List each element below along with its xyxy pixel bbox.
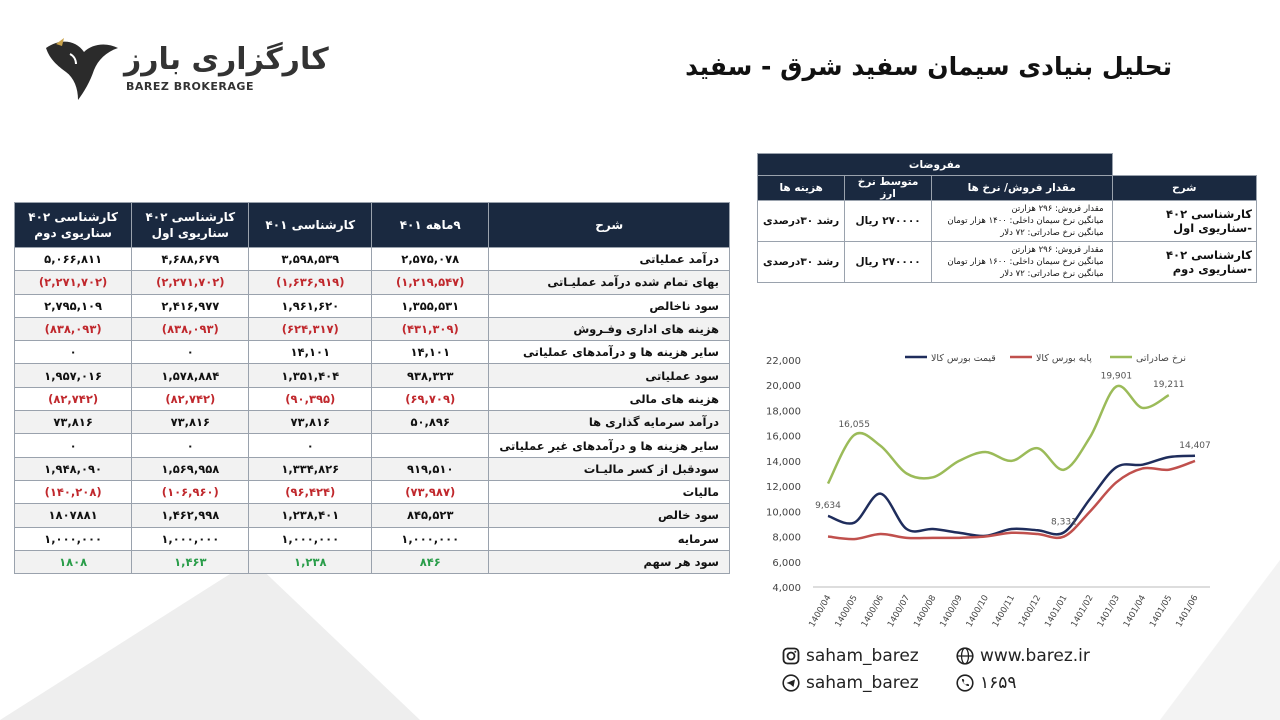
row-label: سود عملیاتی — [489, 364, 730, 387]
legend-label: نرخ صادراتی — [1136, 353, 1187, 364]
assumption-detail: میانگین نرخ سیمان داخلی: ۱۴۰۰ هزار تومان — [947, 216, 1104, 226]
table-row — [15, 527, 730, 550]
table-cell: ۱,۴۶۲,۹۹۸ — [132, 504, 249, 527]
table-row — [15, 457, 730, 480]
assumptions-details — [931, 201, 1112, 242]
x-tick-label: 1400/09 — [938, 593, 965, 630]
table-cell: ۱,۳۳۴,۸۲۶ — [249, 457, 372, 480]
table-cell: ۱,۲۳۸,۴۰۱ — [249, 504, 372, 527]
row-label: درآمد عملیاتی — [489, 248, 730, 271]
row-label: سود خالص — [489, 504, 730, 527]
assumptions-row — [758, 201, 1257, 242]
y-tick-label: 12,000 — [766, 482, 801, 494]
table-row — [15, 504, 730, 527]
assumption-costs: رشد ۳۰درصدی — [758, 242, 845, 283]
table-cell: ۲,۵۷۵,۰۷۸ — [372, 248, 489, 271]
telegram-icon — [782, 674, 800, 692]
footer-website — [956, 646, 1090, 666]
row-label: مالیات — [489, 480, 730, 503]
row-label: سرمایه — [489, 527, 730, 550]
price-line-chart — [755, 335, 1225, 635]
assumptions-header: شرح — [1112, 176, 1256, 201]
table-cell: ۱,۲۳۸ — [249, 550, 372, 573]
background-shape — [0, 560, 420, 720]
website-link[interactable]: www.barez.ir — [980, 646, 1090, 666]
brand-name: کارگزاری بارز — [124, 42, 329, 77]
table-cell: ۰ — [249, 434, 372, 457]
assumption-detail: مقدار فروش: ۲۹۶ هزارتن — [1011, 204, 1104, 214]
globe-icon — [956, 647, 974, 665]
table-cell: ۰ — [132, 434, 249, 457]
row-label: سودقبل از کسر مالیـات — [489, 457, 730, 480]
x-tick-label: 1401/01 — [1043, 593, 1070, 630]
table-header: ۹ماهه ۴۰۱ — [372, 203, 489, 248]
data-label: 8,331 — [1051, 517, 1077, 528]
table-cell: ۲,۴۱۶,۹۷۷ — [132, 294, 249, 317]
table-cell: ۱,۰۰۰,۰۰۰ — [372, 527, 489, 550]
row-label: سایر هزینه ها و درآمدهای عملیاتی — [489, 341, 730, 364]
table-cell: ۱۴,۱۰۱ — [372, 341, 489, 364]
table-cell: ۴,۶۸۸,۶۷۹ — [132, 248, 249, 271]
table-cell: ۰ — [15, 434, 132, 457]
series-line — [828, 461, 1195, 539]
table-cell: (۲,۲۷۱,۷۰۲) — [132, 271, 249, 294]
x-tick-label: 1400/11 — [990, 593, 1018, 630]
telegram-handle[interactable]: saham_barez — [806, 673, 919, 693]
table-cell: ۱,۰۰۰,۰۰۰ — [249, 527, 372, 550]
assumptions-row — [758, 242, 1257, 283]
x-tick-label: 1401/02 — [1069, 593, 1096, 630]
row-label: هزینه های اداری وفـروش — [489, 317, 730, 340]
table-header: شرح — [489, 203, 730, 248]
phone-icon — [956, 674, 974, 692]
assumptions-header: هزینه ها — [758, 176, 845, 201]
footer-phone — [956, 673, 1017, 693]
table-cell: (۱۰۶,۹۶۰) — [132, 480, 249, 503]
table-cell: (۲,۲۷۱,۷۰۲) — [15, 271, 132, 294]
assumption-detail: مقدار فروش: ۲۹۶ هزارتن — [1011, 245, 1104, 255]
y-tick-label: 18,000 — [766, 406, 801, 418]
table-row — [15, 317, 730, 340]
x-tick-label: 1401/05 — [1148, 593, 1175, 630]
table-row — [15, 550, 730, 573]
row-label: سود ناخالص — [489, 294, 730, 317]
table-cell: ۱,۹۵۷,۰۱۶ — [15, 364, 132, 387]
assumption-costs: رشد ۳۰درصدی — [758, 201, 845, 242]
row-label: درآمد سرمایه گذاری ها — [489, 411, 730, 434]
x-tick-label: 1400/10 — [964, 593, 991, 630]
x-tick-label: 1401/06 — [1174, 593, 1201, 630]
data-label: 19,211 — [1153, 380, 1185, 391]
assumptions-row-label: کارشناسی ۴۰۲ -سناریوی اول — [1112, 201, 1256, 242]
table-cell: ۱۸۰۸ — [15, 550, 132, 573]
table-cell: ۸۴۵,۵۲۳ — [372, 504, 489, 527]
phone-number[interactable]: ۱۶۵۹ — [980, 673, 1017, 693]
assumption-detail: میانگین نرخ صادراتی: ۷۲ دلار — [1000, 269, 1104, 279]
assumption-fx: ۲۷۰۰۰۰ ریال — [845, 242, 932, 283]
table-cell: ۱,۰۰۰,۰۰۰ — [132, 527, 249, 550]
series-line — [828, 456, 1195, 536]
x-tick-label: 1400/08 — [912, 593, 939, 630]
legend-label: قیمت بورس کالا — [931, 353, 996, 364]
table-header: کارشناسی ۴۰۱ — [249, 203, 372, 248]
table-cell: ۱۸۰۷۸۸۱ — [15, 504, 132, 527]
y-tick-label: 16,000 — [766, 431, 801, 443]
row-label: سود هر سهم — [489, 550, 730, 573]
assumptions-table — [757, 153, 1257, 283]
footer-telegram — [782, 673, 919, 693]
y-tick-label: 8,000 — [772, 532, 801, 544]
table-cell: ۷۳,۸۱۶ — [15, 411, 132, 434]
table-cell: ۱,۳۵۵,۵۳۱ — [372, 294, 489, 317]
table-cell: (۸۳۸,۰۹۳) — [15, 317, 132, 340]
table-cell: ۲,۷۹۵,۱۰۹ — [15, 294, 132, 317]
x-tick-label: 1400/04 — [807, 593, 834, 630]
table-row — [15, 341, 730, 364]
series-line — [828, 386, 1169, 484]
data-label: 9,634 — [815, 500, 841, 511]
y-tick-label: 10,000 — [766, 507, 801, 519]
table-row — [15, 434, 730, 457]
table-row — [15, 294, 730, 317]
y-tick-label: 22,000 — [766, 356, 801, 367]
table-cell: ۵۰,۸۹۶ — [372, 411, 489, 434]
table-row — [15, 480, 730, 503]
data-label: 16,055 — [838, 419, 870, 430]
y-tick-label: 20,000 — [766, 381, 801, 393]
table-cell — [372, 434, 489, 457]
assumptions-title: مفروضات — [758, 154, 1113, 176]
table-cell: ۱,۵۶۹,۹۵۸ — [132, 457, 249, 480]
assumption-detail: میانگین نرخ سیمان داخلی: ۱۶۰۰ هزار تومان — [947, 257, 1104, 267]
row-label: بهای تمام شده درآمد عملیـاتی — [489, 271, 730, 294]
eagle-logo-icon — [40, 34, 120, 104]
assumptions-row-label: کارشناسی ۴۰۲ -سناریوی دوم — [1112, 242, 1256, 283]
table-cell: ۰ — [15, 341, 132, 364]
table-cell: ۱,۵۷۸,۸۸۴ — [132, 364, 249, 387]
table-cell: ۱,۹۶۱,۶۲۰ — [249, 294, 372, 317]
table-cell: ۸۴۶ — [372, 550, 489, 573]
table-row — [15, 271, 730, 294]
table-cell: ۱,۳۵۱,۴۰۴ — [249, 364, 372, 387]
brand-name-en: BAREZ BROKERAGE — [126, 80, 254, 93]
table-cell: (۱,۲۱۹,۵۴۷) — [372, 271, 489, 294]
table-cell: (۱,۶۳۶,۹۱۹) — [249, 271, 372, 294]
table-row — [15, 248, 730, 271]
table-cell: (۶۲۴,۳۱۷) — [249, 317, 372, 340]
data-label: 19,901 — [1100, 371, 1133, 382]
assumption-detail: میانگین نرخ صادراتی: ۷۲ دلار — [1000, 228, 1104, 238]
table-cell: ۷۳,۸۱۶ — [249, 411, 372, 434]
x-tick-label: 1401/03 — [1095, 593, 1122, 630]
assumption-fx: ۲۷۰۰۰۰ ریال — [845, 201, 932, 242]
row-label: هزینه های مالی — [489, 387, 730, 410]
x-tick-label: 1400/12 — [1016, 593, 1044, 630]
instagram-handle[interactable]: saham_barez — [806, 646, 919, 666]
page-title: تحلیل بنیادی سیمان سفید شرق - سفید — [685, 52, 1172, 81]
data-label: 14,407 — [1179, 440, 1211, 451]
income-statement-table — [14, 202, 730, 574]
table-cell: ۵,۰۶۶,۸۱۱ — [15, 248, 132, 271]
table-cell: (۹۶,۴۲۴) — [249, 480, 372, 503]
x-tick-label: 1401/04 — [1121, 593, 1149, 630]
table-cell: (۸۲,۷۴۲) — [15, 387, 132, 410]
table-cell: (۶۹,۷۰۹) — [372, 387, 489, 410]
x-tick-label: 1400/06 — [859, 593, 887, 630]
table-cell: ۱,۰۰۰,۰۰۰ — [15, 527, 132, 550]
assumptions-header: مقدار فروش/ نرخ ها — [931, 176, 1112, 201]
y-tick-label: 6,000 — [772, 557, 801, 569]
row-label: سایر هزینه ها و درآمدهای غیر عملیاتی — [489, 434, 730, 457]
table-row — [15, 364, 730, 387]
assumptions-header: متوسط نرخ ارز — [845, 176, 932, 201]
y-tick-label: 14,000 — [766, 456, 801, 468]
table-header: کارشناسی ۴۰۲ سناریوی دوم — [15, 203, 132, 248]
table-cell: (۸۳۸,۰۹۳) — [132, 317, 249, 340]
table-cell: ۰ — [132, 341, 249, 364]
table-header: کارشناسی ۴۰۲ سناریوی اول — [132, 203, 249, 248]
table-cell: (۴۳۱,۳۰۹) — [372, 317, 489, 340]
x-tick-label: 1400/07 — [885, 593, 913, 630]
table-row — [15, 387, 730, 410]
table-cell: ۱۴,۱۰۱ — [249, 341, 372, 364]
table-cell: ۹۳۸,۳۲۳ — [372, 364, 489, 387]
assumptions-details — [931, 242, 1112, 283]
table-cell: ۷۳,۸۱۶ — [132, 411, 249, 434]
x-tick-label: 1400/05 — [833, 593, 860, 630]
table-cell: (۱۴۰,۲۰۸) — [15, 480, 132, 503]
table-cell: (۷۳,۹۸۷) — [372, 480, 489, 503]
table-cell: ۹۱۹,۵۱۰ — [372, 457, 489, 480]
table-cell: ۱,۴۶۳ — [132, 550, 249, 573]
instagram-icon — [782, 647, 800, 665]
table-cell: ۱,۹۴۸,۰۹۰ — [15, 457, 132, 480]
y-tick-label: 4,000 — [772, 583, 801, 594]
table-cell: ۳,۵۹۸,۵۳۹ — [249, 248, 372, 271]
legend-label: پایه بورس کالا — [1036, 353, 1092, 364]
table-row — [15, 411, 730, 434]
table-body — [15, 248, 730, 574]
table-cell: (۸۲,۷۴۲) — [132, 387, 249, 410]
footer-instagram — [782, 646, 919, 666]
table-cell: (۹۰,۳۹۵) — [249, 387, 372, 410]
